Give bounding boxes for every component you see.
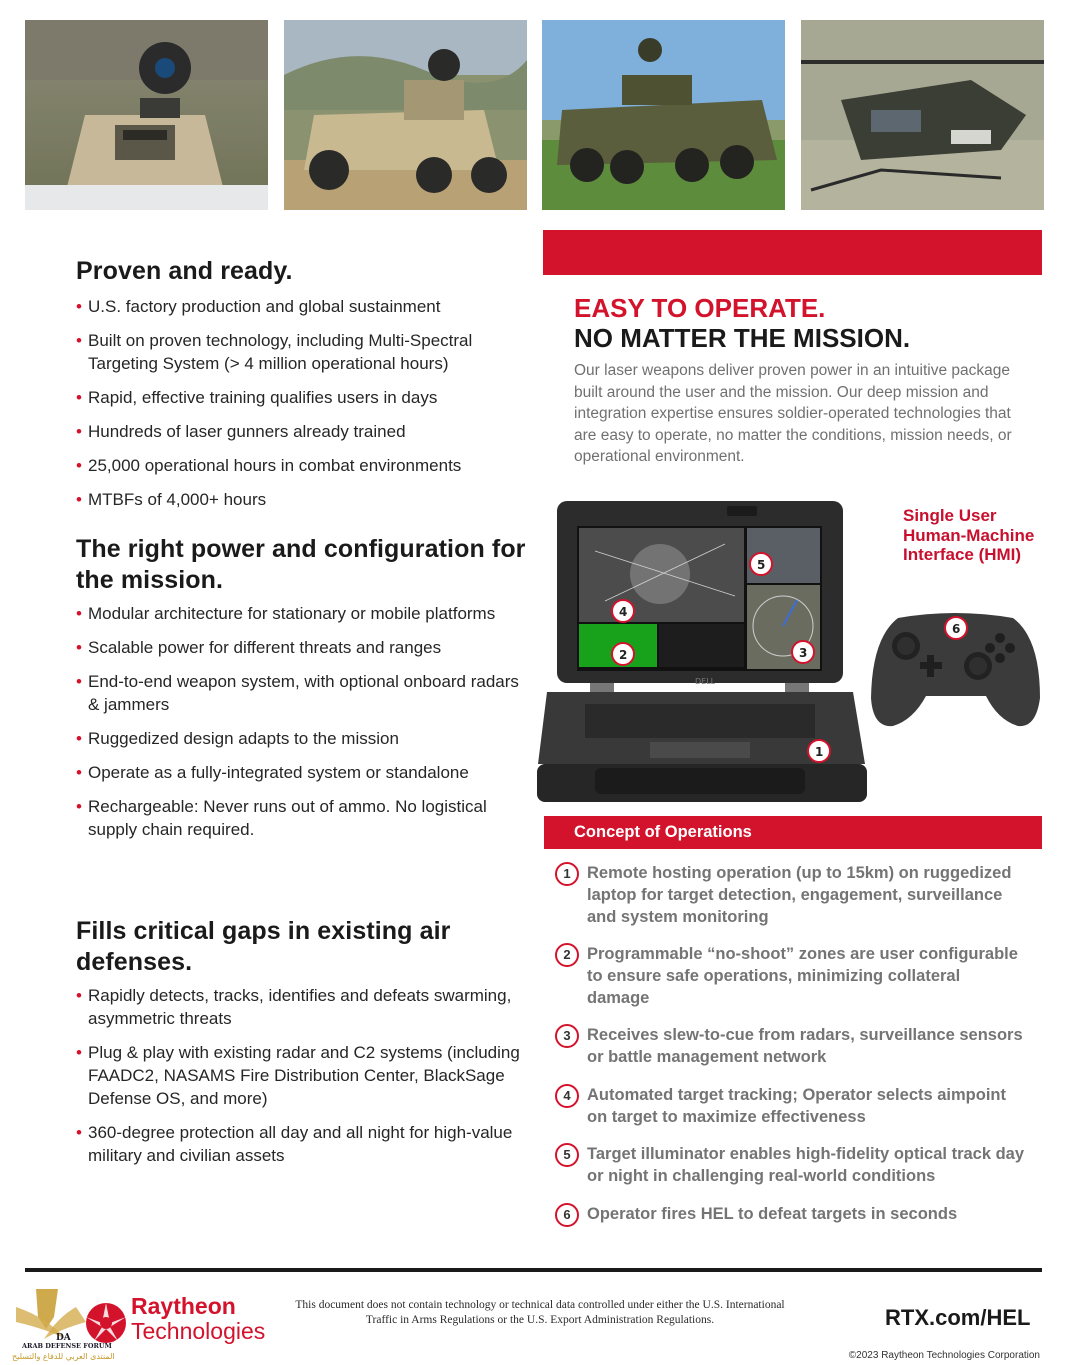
- heading-red: EASY TO OPERATE.: [574, 293, 826, 323]
- red-accent-bar: [543, 230, 1042, 275]
- number-badge: 2: [555, 943, 579, 967]
- copyright-notice: ©2023 Raytheon Technologies Corporation: [848, 1350, 1040, 1361]
- number-badge: 1: [555, 862, 579, 886]
- bullet-list: [76, 295, 531, 511]
- svg-text:4: 4: [619, 605, 628, 619]
- watermark-ar: المنتدى العربي للدفاع والتسليح: [12, 1352, 115, 1361]
- bullet-item: • Plug & play with existing radar and C2 systems (including FAADC2, NASAMS Fire Distribution Center, BlackSage Defense OS, and more): [76, 1041, 531, 1110]
- bullet-item: • Hundreds of laser gunners already trained: [76, 420, 531, 443]
- section-power-configuration: [76, 534, 531, 852]
- logo-line-2: Technologies: [131, 1318, 266, 1344]
- export-disclaimer: This document does not contain technology or technical data controlled under either the U.S. International Traffic in Arms Regulations or the U.S. Export Administration Regulations.: [295, 1299, 785, 1326]
- raytheon-wordmark: [131, 1293, 265, 1343]
- concept-text: Automated target tracking; Operator selects aimpoint on target to maximize effectiveness: [587, 1086, 1007, 1126]
- photo-truck-turret: [25, 20, 268, 210]
- photo-armored-vehicle: [542, 20, 785, 210]
- bullet-item: • Modular architecture for stationary or mobile platforms: [76, 602, 531, 625]
- number-badge: 4: [555, 1084, 579, 1108]
- photo-utv-laser: [284, 20, 527, 210]
- concept-item: [555, 1084, 1025, 1128]
- svg-text:1: 1: [815, 745, 824, 759]
- bullet-item: • Rapid, effective training qualifies users in days: [76, 386, 531, 409]
- concept-item: [555, 1203, 957, 1225]
- section-title: The right power and configuration for the mission.: [76, 535, 526, 594]
- bullet-item: • U.S. factory production and global sustainment: [76, 295, 531, 318]
- bullet-item: • Operate as a fully-integrated system or standalone: [76, 761, 531, 784]
- logo-line-1: Raytheon: [131, 1293, 236, 1319]
- bullet-item: • Ruggedized design adapts to the mission: [76, 727, 531, 750]
- concept-text: Receives slew-to-cue from radars, surveillance sensors or battle management network: [587, 1026, 1023, 1066]
- easy-heading: [574, 293, 1034, 353]
- number-badge: 5: [555, 1143, 579, 1167]
- concept-of-operations-header: Concept of Operations: [544, 816, 1042, 849]
- number-badge: 6: [555, 1203, 579, 1227]
- bullet-item: • Rechargeable: Never runs out of ammo. No logistical supply chain required.: [76, 795, 531, 841]
- concept-item: [555, 1143, 1025, 1187]
- bullet-item: • Built on proven technology, including Multi-Spectral Targeting System (> 4 million operational hours): [76, 329, 531, 375]
- bullet-item: • Rapidly detects, tracks, identifies and defeats swarming, asymmetric threats: [76, 984, 531, 1030]
- intro-paragraph: Our laser weapons deliver proven power in an intuitive package built around the user and the mission. Our deep mission and integration expertise ensures soldier-operated technologies that are easy to operate, no matter the conditions, mission needs, or operational environment.: [574, 362, 1012, 465]
- concept-text: Operator fires HEL to defeat targets in seconds: [587, 1205, 958, 1223]
- watermark-en: ARAB DEFENSE FORUM: [22, 1342, 112, 1350]
- rugged-laptop-image: [535, 496, 870, 806]
- section-title: Proven and ready.: [76, 257, 293, 285]
- concept-item: [555, 943, 1025, 1009]
- number-badge: 3: [555, 1024, 579, 1048]
- hmi-label: Single User Human-Machine Interface (HMI): [903, 506, 1035, 564]
- website-link[interactable]: RTX.com/HEL: [885, 1305, 1031, 1330]
- svg-text:2: 2: [619, 648, 628, 662]
- concept-text: Programmable “no-shoot” zones are user configurable to ensure safe operations, minimizing collateral damage: [587, 945, 1018, 1007]
- bullet-item: • 360-degree protection all day and all night for high-value military and civilian assets: [76, 1121, 531, 1167]
- concept-item: [555, 862, 1025, 928]
- bullet-item: • Scalable power for different threats and ranges: [76, 636, 531, 659]
- concept-text: Target illuminator enables high-fidelity optical track day or night in challenging real-world conditions: [587, 1145, 1025, 1185]
- raytheon-logo-emblem: [6, 1277, 130, 1363]
- bullet-item: • End-to-end weapon system, with optional onboard radars & jammers: [76, 670, 531, 716]
- section-critical-gaps: [76, 916, 531, 1178]
- svg-text:5: 5: [757, 558, 766, 572]
- photo-helicopter: [801, 20, 1044, 210]
- bullet-list: [76, 984, 531, 1167]
- section-title: Fills critical gaps in existing air defenses.: [76, 917, 451, 976]
- bullet-list: [76, 602, 531, 841]
- svg-text:3: 3: [799, 646, 808, 660]
- footer-rule: [25, 1268, 1042, 1272]
- game-controller-image: [868, 608, 1043, 733]
- bullet-item: • MTBFs of 4,000+ hours: [76, 488, 531, 511]
- heading-black: NO MATTER THE MISSION.: [574, 323, 911, 353]
- concept-item: [555, 1024, 1025, 1068]
- svg-text:6: 6: [952, 622, 961, 636]
- concept-text: Remote hosting operation (up to 15km) on ruggedized laptop for target detection, engagement, surveillance and system monitoring: [587, 864, 1012, 926]
- section-proven-ready: [76, 256, 531, 522]
- watermark-abbr: DA: [56, 1333, 71, 1343]
- laptop-brand: DELL: [695, 677, 716, 686]
- bullet-item: • 25,000 operational hours in combat environments: [76, 454, 531, 477]
